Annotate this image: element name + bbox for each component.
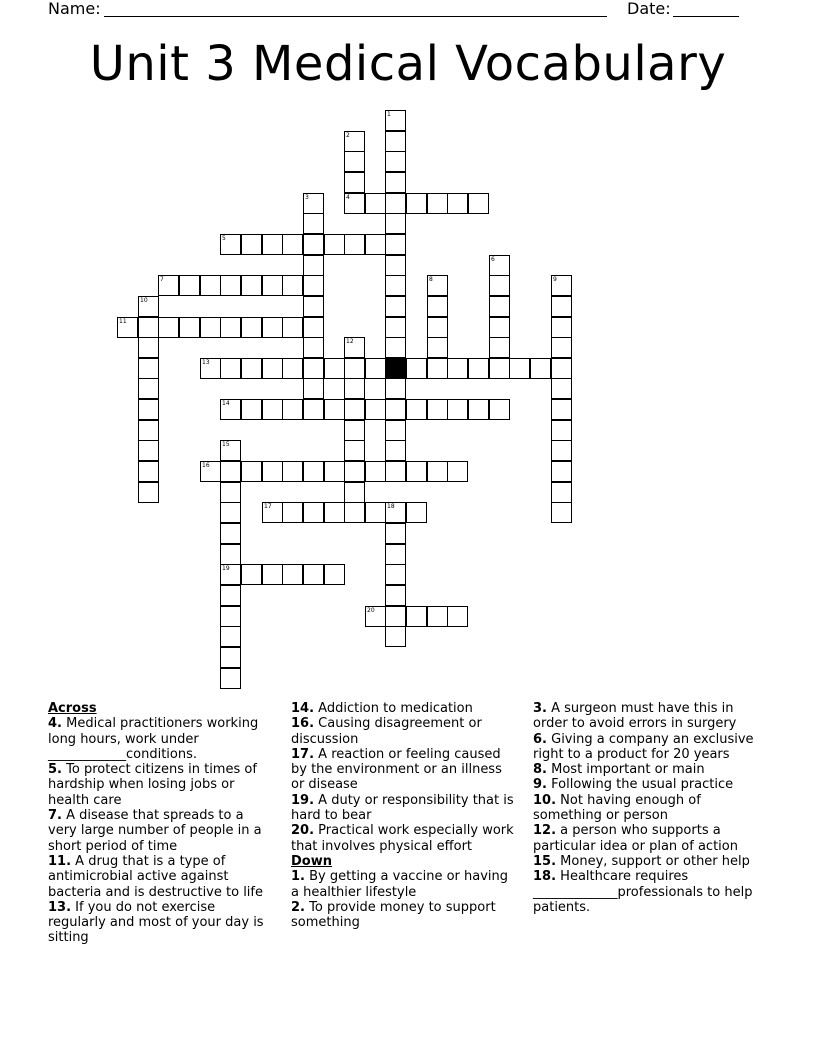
clue-down-10 [533, 793, 761, 824]
grid-cell[interactable] [385, 606, 406, 627]
grid-cell[interactable] [241, 358, 262, 379]
clue-number-label: 2 [346, 132, 350, 139]
grid-cell[interactable] [344, 440, 365, 461]
clue-across-19 [291, 793, 519, 824]
grid-cell[interactable] [324, 564, 345, 585]
clue-number: 9. [533, 777, 547, 793]
grid-cell[interactable] [385, 378, 406, 399]
grid-cell[interactable] [220, 275, 241, 296]
clue-number: 7. [48, 808, 62, 824]
grid-cell[interactable] [489, 317, 510, 338]
grid-cell[interactable] [468, 193, 489, 214]
name-label: Name: [48, 0, 101, 18]
grid-cell[interactable] [262, 502, 283, 523]
grid-cell[interactable] [138, 296, 159, 317]
clue-number-label: 12 [346, 338, 354, 345]
clue-text: A reaction or feeling caused by the environment or an illness or disease [291, 746, 502, 793]
clue-text: A surgeon must have this in order to avoid errors in surgery [533, 701, 737, 732]
grid-cell[interactable] [303, 275, 324, 296]
grid-cell[interactable] [406, 606, 427, 627]
grid-cell[interactable] [303, 255, 324, 276]
grid-cell[interactable] [551, 420, 572, 441]
grid-cell[interactable] [241, 461, 262, 482]
date-label: Date: [627, 0, 671, 18]
clue-text: Most important or main [551, 762, 705, 778]
grid-cell[interactable] [158, 275, 179, 296]
grid-cell[interactable] [220, 626, 241, 647]
grid-cell[interactable] [220, 317, 241, 338]
grid-cell[interactable] [220, 440, 241, 461]
grid-cell[interactable] [427, 193, 448, 214]
clue-number-label: 5 [222, 235, 226, 242]
grid-cell[interactable] [262, 399, 283, 420]
clue-down-18 [533, 869, 761, 915]
clue-text: A drug that is a type of antimicrobial active against bacteria and is destructive to life [48, 853, 263, 900]
grid-cell[interactable] [385, 523, 406, 544]
grid-cell[interactable] [324, 461, 345, 482]
clue-number-label: 1 [387, 111, 391, 118]
grid-cell[interactable] [489, 296, 510, 317]
clue-text: Giving a company an exclusive right to a product for 20 years [533, 731, 754, 762]
grid-cell[interactable] [138, 358, 159, 379]
grid-cell[interactable] [138, 482, 159, 503]
grid-cell[interactable] [262, 564, 283, 585]
grid-cell[interactable] [303, 234, 324, 255]
grid-cell[interactable] [447, 358, 468, 379]
grid-cell[interactable] [262, 275, 283, 296]
clue-text: Causing disagreement or discussion [291, 716, 482, 747]
clue-down-8 [533, 762, 761, 777]
grid-cell[interactable] [138, 461, 159, 482]
grid-cell[interactable] [551, 378, 572, 399]
grid-cell[interactable] [303, 193, 324, 214]
clue-across-11 [48, 854, 276, 900]
clue-across-13 [48, 900, 276, 946]
grid-cell[interactable] [406, 193, 427, 214]
clue-across-20 [291, 823, 519, 854]
grid-cell[interactable] [427, 358, 448, 379]
clue-across-16 [291, 716, 519, 747]
clue-number-label: 4 [346, 194, 350, 201]
clue-text: Medical practitioners working long hours, work under ____________conditions. [48, 716, 259, 762]
clue-number: 3. [533, 701, 547, 716]
grid-cell[interactable] [489, 255, 510, 276]
grid-cell[interactable] [138, 317, 159, 338]
grid-cell[interactable] [385, 213, 406, 234]
clue-number: 13. [48, 899, 72, 915]
grid-cell[interactable] [530, 358, 551, 379]
clue-number-label: 14 [222, 400, 230, 407]
grid-cell[interactable] [385, 296, 406, 317]
grid-cell[interactable] [551, 502, 572, 523]
clue-down-1 [291, 869, 519, 900]
clue-number-label: 16 [202, 462, 210, 469]
grid-cell[interactable] [303, 461, 324, 482]
grid-cell[interactable] [551, 399, 572, 420]
clue-across-5 [48, 762, 276, 808]
grid-cell[interactable] [385, 440, 406, 461]
grid-cell[interactable] [447, 606, 468, 627]
grid-cell[interactable] [220, 585, 241, 606]
grid-cell[interactable] [385, 172, 406, 193]
grid-cell[interactable] [344, 420, 365, 441]
grid-cell[interactable] [282, 275, 303, 296]
clue-across-4 [48, 716, 276, 762]
clues-column-1 [48, 701, 276, 946]
clue-down-2 [291, 900, 519, 931]
grid-cell[interactable] [385, 585, 406, 606]
grid-cell[interactable] [282, 358, 303, 379]
grid-cell[interactable] [179, 317, 200, 338]
grid-cell[interactable] [200, 275, 221, 296]
grid-cell[interactable] [303, 358, 324, 379]
grid-cell[interactable] [282, 502, 303, 523]
grid-cell[interactable] [551, 461, 572, 482]
grid-cell[interactable] [282, 317, 303, 338]
clue-number: 17. [291, 746, 315, 762]
grid-cell[interactable] [220, 482, 241, 503]
grid-cell[interactable] [551, 440, 572, 461]
grid-cell[interactable] [385, 255, 406, 276]
grid-cell[interactable] [303, 213, 324, 234]
grid-cell[interactable] [220, 606, 241, 627]
grid-cell[interactable] [344, 461, 365, 482]
clue-text: A disease that spreads to a very large number of people in a short period of time [48, 808, 262, 854]
grid-cell[interactable] [365, 606, 386, 627]
clue-text: Practical work especially work that involves physical effort [291, 823, 514, 854]
grid-cell[interactable] [220, 502, 241, 523]
clue-number: 15. [533, 853, 557, 869]
grid-cell[interactable] [220, 523, 241, 544]
grid-cell[interactable] [406, 502, 427, 523]
grid-cell[interactable] [282, 399, 303, 420]
grid-cell[interactable] [282, 564, 303, 585]
grid-cell[interactable] [344, 482, 365, 503]
clue-down-15 [533, 854, 761, 869]
grid-cell[interactable] [509, 358, 530, 379]
clue-number-label: 3 [305, 194, 309, 201]
clue-number: 14. [291, 701, 315, 716]
clue-down-9 [533, 777, 761, 792]
clue-number-label: 9 [553, 276, 557, 283]
grid-cell[interactable] [262, 461, 283, 482]
grid-cell[interactable] [489, 358, 510, 379]
clues-column-3 [533, 701, 761, 915]
grid-cell[interactable] [385, 461, 406, 482]
clue-number: 6. [533, 731, 547, 747]
grid-cell[interactable] [200, 461, 221, 482]
grid-cell[interactable] [427, 296, 448, 317]
clue-number: 16. [291, 716, 315, 732]
clue-number-label: 20 [367, 607, 375, 614]
clue-number: 18. [533, 869, 557, 885]
grid-cell[interactable] [241, 564, 262, 585]
grid-cell[interactable] [551, 358, 572, 379]
grid-cell[interactable] [344, 234, 365, 255]
clue-number: 10. [533, 792, 557, 808]
grid-cell[interactable] [385, 544, 406, 565]
clue-across-17 [291, 747, 519, 793]
grid-cell[interactable] [241, 275, 262, 296]
clue-text: Following the usual practice [551, 777, 734, 793]
clue-number: 4. [48, 716, 62, 732]
grid-cell[interactable] [303, 337, 324, 358]
grid-cell[interactable] [385, 131, 406, 152]
grid-cell[interactable] [427, 461, 448, 482]
clue-number-label: 6 [491, 256, 495, 263]
grid-cell[interactable] [262, 358, 283, 379]
grid-cell[interactable] [447, 193, 468, 214]
clue-number: 11. [48, 853, 72, 869]
clue-text: Money, support or other help [560, 853, 750, 869]
grid-cell[interactable] [344, 172, 365, 193]
grid-cell[interactable] [551, 317, 572, 338]
grid-cell[interactable] [385, 626, 406, 647]
grid-cell[interactable] [344, 193, 365, 214]
grid-cell[interactable] [324, 399, 345, 420]
clue-text: a person who supports a particular idea or plan of action [533, 823, 738, 854]
grid-cell[interactable] [427, 317, 448, 338]
clue-text: Addiction to medication [318, 701, 473, 716]
grid-cell[interactable] [220, 461, 241, 482]
grid-cell[interactable] [138, 399, 159, 420]
grid-cell[interactable] [406, 358, 427, 379]
grid-cell[interactable] [385, 317, 406, 338]
grid-cell[interactable] [220, 544, 241, 565]
grid-cell[interactable] [138, 420, 159, 441]
grid-cell[interactable] [179, 275, 200, 296]
clue-number: 5. [48, 762, 62, 778]
grid-cell[interactable] [385, 275, 406, 296]
clue-number-label: 17 [264, 503, 272, 510]
grid-cell[interactable] [241, 399, 262, 420]
grid-cell[interactable] [138, 440, 159, 461]
grid-cell[interactable] [365, 234, 386, 255]
clue-across-7 [48, 808, 276, 854]
grid-cell[interactable] [324, 358, 345, 379]
grid-cell[interactable] [447, 399, 468, 420]
grid-cell[interactable] [241, 234, 262, 255]
grid-cell[interactable] [344, 358, 365, 379]
page-title: Unit 3 Medical Vocabulary [89, 36, 727, 92]
clue-number-label: 10 [140, 297, 148, 304]
clue-down-6 [533, 732, 761, 763]
grid-cell[interactable] [365, 193, 386, 214]
clue-text: A duty or responsibility that is hard to bear [291, 792, 514, 824]
clues-column-2 [291, 701, 519, 930]
clue-across-14 [291, 701, 519, 716]
grid-cell[interactable] [344, 337, 365, 358]
clue-text: Healthcare requires _____________professionals to help patients. [533, 869, 753, 915]
grid-cell[interactable] [138, 378, 159, 399]
across-heading: Across [48, 701, 97, 716]
clue-text: To protect citizens in times of hardship when losing jobs or health care [48, 762, 257, 808]
grid-cell[interactable] [344, 131, 365, 152]
grid-cell[interactable] [344, 151, 365, 172]
clue-number: 8. [533, 762, 547, 778]
grid-cell[interactable] [200, 317, 221, 338]
grid-cell[interactable] [551, 482, 572, 503]
grid-cell[interactable] [220, 234, 241, 255]
grid-cell[interactable] [344, 399, 365, 420]
grid-cell[interactable] [344, 378, 365, 399]
grid-cell[interactable] [385, 502, 406, 523]
grid-cell[interactable] [468, 399, 489, 420]
clue-number: 2. [291, 899, 305, 915]
grid-cell[interactable] [262, 234, 283, 255]
grid-cell[interactable] [551, 296, 572, 317]
clue-number: 1. [291, 869, 305, 885]
grid-cell[interactable] [385, 564, 406, 585]
grid-cell[interactable] [220, 399, 241, 420]
clue-number-label: 7 [160, 276, 164, 283]
clue-text: Not having enough of something or person [533, 792, 701, 824]
grid-cell[interactable] [282, 234, 303, 255]
grid-cell[interactable] [200, 358, 221, 379]
grid-cell[interactable] [427, 275, 448, 296]
clue-number-label: 11 [119, 318, 127, 325]
grid-cell[interactable] [344, 502, 365, 523]
grid-cell[interactable] [303, 399, 324, 420]
clue-text: To provide money to support something [291, 899, 496, 931]
grid-cell[interactable] [282, 461, 303, 482]
grid-cell[interactable] [427, 337, 448, 358]
grid-cell[interactable] [385, 151, 406, 172]
grid-cell[interactable] [551, 337, 572, 358]
clue-number-label: 8 [429, 276, 433, 283]
grid-cell[interactable] [324, 234, 345, 255]
grid-cell[interactable] [241, 317, 262, 338]
clue-down-12 [533, 823, 761, 854]
grid-cell[interactable] [220, 668, 241, 689]
grid-cell[interactable] [447, 461, 468, 482]
clue-number-label: 15 [222, 441, 230, 448]
grid-cell[interactable] [385, 420, 406, 441]
clue-number-label: 18 [387, 503, 395, 510]
grid-cell[interactable] [385, 110, 406, 131]
grid-cell[interactable] [427, 399, 448, 420]
grid-cell[interactable] [262, 317, 283, 338]
grid-cell[interactable] [117, 317, 138, 338]
clue-number: 20. [291, 823, 315, 839]
grid-cell[interactable] [489, 399, 510, 420]
grid-cell[interactable] [385, 193, 406, 214]
grid-cell[interactable] [468, 358, 489, 379]
grid-cell[interactable] [303, 378, 324, 399]
grid-cell[interactable] [303, 317, 324, 338]
down-heading: Down [291, 853, 332, 869]
grid-cell[interactable] [406, 399, 427, 420]
grid-cell[interactable] [406, 461, 427, 482]
clue-text: By getting a vaccine or having a healthier lifestyle [291, 869, 509, 900]
clue-text: If you do not exercise regularly and most of your day is sitting [48, 899, 264, 946]
grid-cell[interactable] [365, 358, 386, 379]
grid-cell[interactable] [489, 275, 510, 296]
clue-number: 19. [291, 792, 315, 808]
grid-cell[interactable] [303, 502, 324, 523]
grid-cell[interactable] [385, 234, 406, 255]
grid-cell[interactable] [489, 337, 510, 358]
grid-cell[interactable] [427, 606, 448, 627]
clue-number-label: 13 [202, 359, 210, 366]
clue-down-3 [533, 701, 761, 732]
grid-cell[interactable] [303, 564, 324, 585]
grid-cell[interactable] [365, 399, 386, 420]
grid-cell[interactable] [324, 502, 345, 523]
clue-number-label: 19 [222, 565, 230, 572]
grid-cell[interactable] [158, 317, 179, 338]
grid-cell[interactable] [220, 647, 241, 668]
grid-cell[interactable] [385, 399, 406, 420]
clue-number: 12. [533, 823, 557, 839]
grid-cell[interactable] [385, 337, 406, 358]
blocked-cell [385, 358, 406, 379]
grid-cell[interactable] [365, 502, 386, 523]
grid-cell[interactable] [303, 296, 324, 317]
grid-cell[interactable] [138, 337, 159, 358]
grid-cell[interactable] [551, 275, 572, 296]
grid-cell[interactable] [220, 358, 241, 379]
grid-cell[interactable] [365, 461, 386, 482]
grid-cell[interactable] [220, 564, 241, 585]
